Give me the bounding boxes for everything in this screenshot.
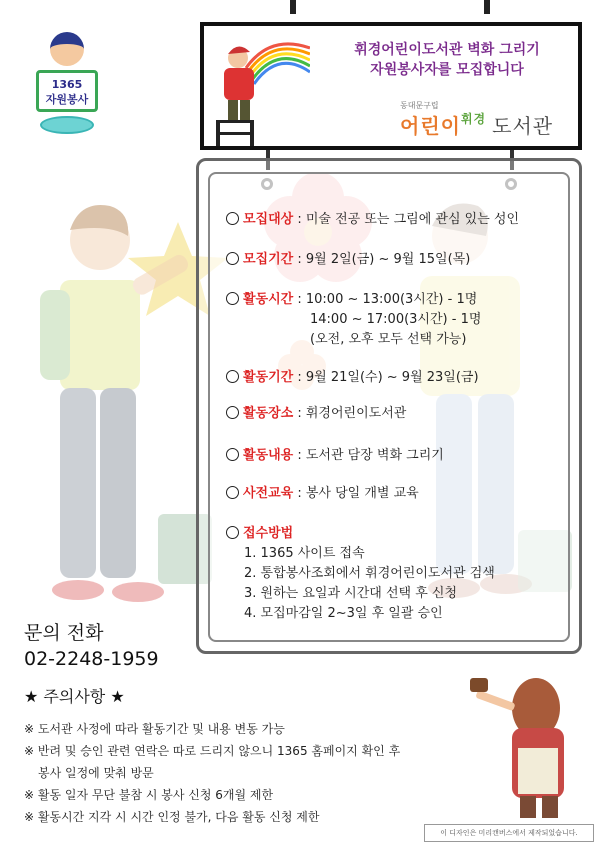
notice-item: ※ 도서관 사정에 따라 활동기간 및 내용 변동 가능 <box>24 722 285 736</box>
bullet-circle-icon <box>226 486 239 499</box>
info-activity-content <box>226 446 444 466</box>
notice-item-continuation: 봉사 일정에 맞춰 방문 <box>38 766 154 780</box>
sign-title-line2: 자원봉사자를 모집합니다 <box>370 62 524 78</box>
bullet-circle-icon <box>226 406 239 419</box>
info-label: 활동내용 <box>243 448 294 463</box>
painter-woman-figure <box>470 678 564 818</box>
bullet-circle-icon <box>226 370 239 383</box>
info-label: 사전교육 <box>243 486 294 501</box>
info-value: : 휘경어린이도서관 <box>293 406 407 421</box>
hook-icon <box>484 0 490 14</box>
application-step: 2. 통합봉사조회에서 휘경어린이도서관 검색 <box>244 566 495 581</box>
volunteer-sign <box>36 70 98 112</box>
application-step: 4. 모집마감일 2~3일 후 일괄 승인 <box>244 606 443 621</box>
time-slot-afternoon: 14:00 ~ 17:00(3시간) - 1명 <box>310 312 482 327</box>
sign-title-line1: 휘경어린이도서관 벽화 그리기 <box>354 42 540 58</box>
notice-item: ※ 활동 일자 무단 불참 시 봉사 신청 6개월 제한 <box>24 788 274 802</box>
bullet-circle-icon <box>226 212 239 225</box>
application-step: 1. 1365 사이트 접속 <box>244 546 365 561</box>
info-label: 모집기간 <box>243 252 294 267</box>
badge-line1: 1365 <box>51 78 83 91</box>
notice-list <box>24 718 464 828</box>
contact-phone: 02-2248-1959 <box>24 648 159 670</box>
info-recruit-period <box>226 250 470 270</box>
info-value: : 봉사 당일 개별 교육 <box>293 486 419 501</box>
contact-section <box>24 620 159 672</box>
library-logo-part-a: 어린이 <box>400 114 461 138</box>
library-logo-part-b: 휘경 <box>460 112 487 126</box>
bullet-circle-icon <box>226 252 239 265</box>
library-logo-part-c: 도서관 <box>492 114 554 138</box>
child-head-icon <box>50 32 84 66</box>
badge-pedestal <box>40 116 94 134</box>
info-value: : 9월 21일(수) ~ 9월 23일(금) <box>293 370 479 385</box>
design-credit: 이 디자인은 미리캔버스에서 제작되었습니다. <box>424 824 594 842</box>
application-step: 3. 원하는 요일과 시간대 선택 후 신청 <box>244 586 458 601</box>
bullet-circle-icon <box>226 292 239 305</box>
info-value: : 미술 전공 또는 그림에 관심 있는 성인 <box>293 212 520 227</box>
info-label: 활동시간 <box>243 292 294 307</box>
info-activity-time <box>226 290 481 350</box>
volunteer-badge-illustration <box>36 32 98 136</box>
application-steps <box>226 544 495 624</box>
info-label: 활동기간 <box>243 370 294 385</box>
info-activity-place <box>226 404 406 424</box>
notice-title: ★ 주의사항 ★ <box>24 687 125 706</box>
badge-line2: 자원봉사 <box>45 93 89 106</box>
bullet-circle-icon <box>226 526 239 539</box>
sign-title <box>312 40 582 80</box>
bullet-circle-icon <box>226 448 239 461</box>
time-slot-note: (오전, 오후 모두 선택 가능) <box>310 332 467 347</box>
contact-title: 문의 전화 <box>24 622 104 644</box>
notice-item: ※ 활동시간 지각 시 시간 인정 불가, 다음 활동 신청 제한 <box>24 810 320 824</box>
info-recruit-target <box>226 210 519 230</box>
info-label: 활동장소 <box>243 406 294 421</box>
info-activity-period <box>226 368 479 388</box>
info-pre-education <box>226 484 419 504</box>
title-sign <box>200 22 582 150</box>
info-value: : 도서관 담장 벽화 그리기 <box>293 448 444 463</box>
hook-icon <box>290 0 296 14</box>
library-logo-subtitle: 동대문구립 <box>400 101 439 110</box>
notice-item: ※ 반려 및 승인 관련 연락은 따로 드리지 않으니 1365 홈페이지 확인 후 <box>24 744 401 758</box>
library-logo <box>400 110 553 139</box>
info-value: : 9월 2일(금) ~ 9월 15일(목) <box>293 252 471 267</box>
painter-on-ladder-illustration <box>210 28 310 148</box>
info-label: 모집대상 <box>243 212 294 227</box>
info-label: 접수방법 <box>243 526 294 541</box>
info-value: : 10:00 ~ 13:00(3시간) - 1명 <box>293 292 478 307</box>
info-application-method <box>226 524 495 624</box>
